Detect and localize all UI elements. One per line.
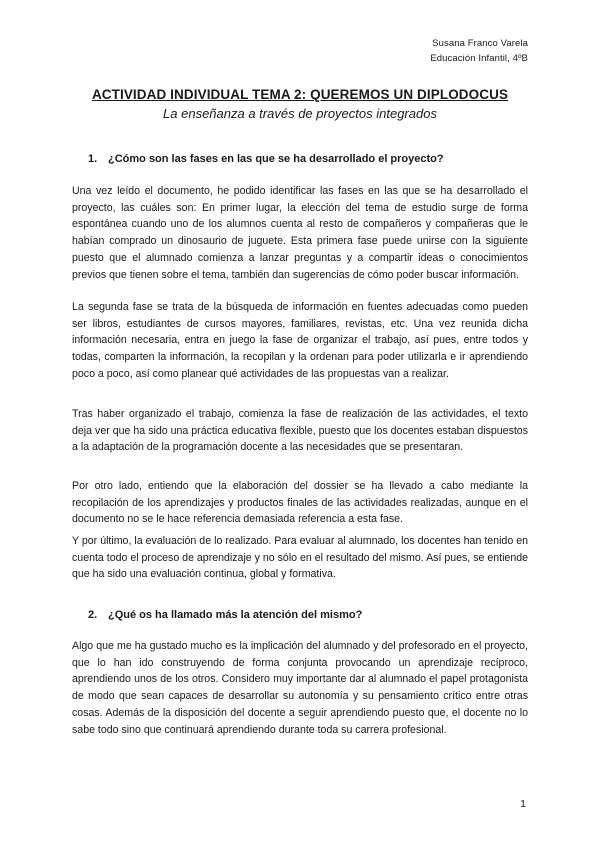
page-number: 1 xyxy=(520,798,526,810)
section-1-number: 1. xyxy=(88,153,98,165)
section-1-paragraph-2: La segunda fase se trata de la búsqueda de información en fuentes adecuadas como pueden ser libros, estudiantes de cursos mayores, familiares, revistas, etc. Una vez reunida dicha información necesaria, entra en juego la fase de organizar el trabajo, así pues, entre todos y todas, comparten la información, la recopilan y la ordenan para poder utilizarla e ir aprendiendo poco a poco, así como planear qué actividades de las propuestas van a realizar. xyxy=(72,301,528,380)
document-header xyxy=(430,36,528,66)
section-2-heading xyxy=(88,609,362,621)
section-1-heading-text: ¿Cómo son las fases en las que se ha desarrollado el proyecto? xyxy=(108,153,444,165)
section-1-paragraph-1: Una vez leído el documento, he podido identificar las fases en las que se ha desarrollado el proyecto, las cuáles son: En primer lugar, la elección del tema de estudio surge de forma espontánea cuando uno de los alumnos cuenta al resto de compañeros y compañeras que le habían comprado un dinosaurio de juguete. Esta primera fase puede unirse con la siguiente puesto que el alumnado comienza a lanzar preguntas y a compartir ideas o conocimientos previos que tienen sobre el tema, también dan sugerencias de cómo poder buscar información. xyxy=(72,185,528,281)
section-1-paragraph-5: Y por último, la evaluación de lo realizado. Para evaluar al alumnado, los docentes han tenido en cuenta todo el proceso de aprendizaje y no sólo en el resultado del mismo. Así pues, se entiende que ha sido una evaluación continua, global y formativa. xyxy=(72,535,528,581)
section-2-number: 2. xyxy=(88,609,98,621)
document-subtitle: La enseñanza a través de proyectos integrados xyxy=(163,106,437,121)
author-name: Susana Franco Varela xyxy=(432,38,528,49)
section-2-heading-text: ¿Qué os ha llamado más la atención del mismo? xyxy=(108,609,363,621)
course-label: Educación Infantil, 4ºB xyxy=(430,53,528,64)
document-title: ACTIVIDAD INDIVIDUAL TEMA 2: QUEREMOS UN DIPLODOCUS xyxy=(91,87,509,102)
section-1-paragraph-4: Por otro lado, entiendo que la elaboración del dossier se ha llevado a cabo mediante la recopilación de los aprendizajes y productos finales de las actividades realizadas, aunque en el documento no se le hace referencia demasiada referencia a esta fase. xyxy=(72,480,528,526)
section-1-heading xyxy=(88,153,444,165)
section-2-paragraph-1: Algo que me ha gustado mucho es la implicación del alumnado y del profesorado en el proyecto, que lo han ido construyendo de forma conjunta provocando un aprendizaje recíproco, aprendiendo unos de los otros. Considero muy importante dar al alumnado el papel protagonista de modo que sean capaces de desarrollar su autonomía y su pensamiento crítico entre otras cosas. Además de la disposición del docente a seguir aprendiendo puesto que, el docente no lo sabe todo sino que continuará aprendiendo durante toda su carrera profesional. xyxy=(72,640,528,736)
section-1-paragraph-3: Tras haber organizado el trabajo, comienza la fase de realización de las actividades, el texto deja ver que ha sido una práctica educativa flexible, puesto que los docentes estaban dispuestos a la adaptación de la programación docente a las necesidades que se presentaran. xyxy=(72,408,528,454)
